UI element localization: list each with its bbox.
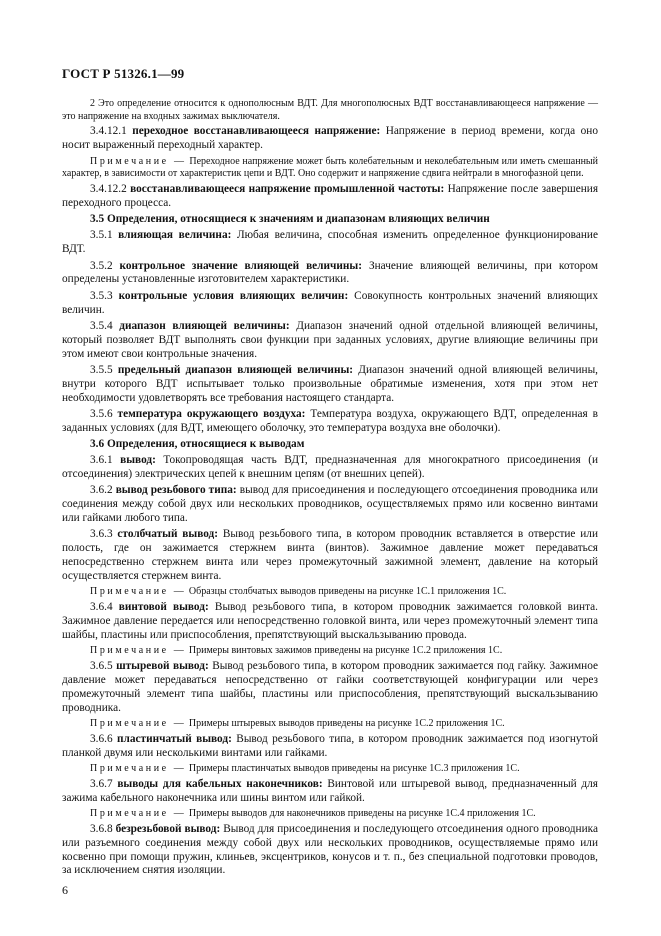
clause-number: 3.6.4 bbox=[90, 601, 113, 613]
clause-number: 3.6.2 bbox=[90, 484, 113, 497]
clause-number: 3.5.6 bbox=[90, 407, 113, 420]
note-text: Примеры выводов для наконечников приведены на рисунке 1С.4 приложения 1С. bbox=[188, 807, 536, 819]
term-name: штыревой вывод: bbox=[116, 659, 209, 672]
term-definition bbox=[62, 733, 598, 761]
note-label: Примечание — bbox=[90, 807, 187, 819]
term-definition bbox=[62, 660, 598, 716]
clause-number: 3.5.5 bbox=[90, 363, 113, 376]
term-name: пластинчатый вывод: bbox=[117, 732, 232, 745]
term-definition bbox=[62, 484, 598, 526]
primechanie-paragraph bbox=[62, 763, 598, 776]
page-number: 6 bbox=[62, 883, 68, 897]
clause-number: 3.5.2 bbox=[90, 259, 113, 272]
clause-number: 3.4.12.1 bbox=[90, 125, 127, 138]
term-text: Температура воздуха, окружающего ВДТ, определенная в заданных условиях (для ВДТ, имеющего оболочку, это температура воздуха вне оболочки). bbox=[62, 407, 598, 434]
section-heading: 3.6 Определения, относящиеся к выводам bbox=[90, 437, 305, 450]
clause-number: 3.6.3 bbox=[90, 528, 113, 541]
note-label: Примечание — bbox=[90, 717, 187, 729]
term-name: контрольные условия влияющих величин: bbox=[118, 289, 349, 302]
term-text: Значение влияющей величины, при котором определены установленные изготовителем характеристики. bbox=[62, 259, 598, 286]
clause-number: 3.5.3 bbox=[90, 289, 113, 302]
term-text: Напряжение в период времени, когда оно носит выраженный переходный характер. bbox=[62, 125, 598, 152]
document-body bbox=[62, 98, 598, 881]
term-name: переходное восстанавливающееся напряжение: bbox=[132, 125, 381, 138]
term-text: вывод для присоединения и последующего отсоединения проводника или соединения между собой двух или нескольких проводников, осуществляемых прямо или косвенно винтами или гайками любого типа. bbox=[62, 484, 599, 524]
primechanie-paragraph bbox=[62, 808, 598, 821]
term-text: Любая величина, способная изменить определенное функционирование ВДТ. bbox=[62, 229, 598, 256]
term-name: диапазон влияющей величины: bbox=[119, 319, 290, 332]
term-definition bbox=[62, 778, 598, 806]
term-text: Вывод резьбового типа, в котором проводник зажимается головкой винта. Зажимное давление передается или непосредственно головкой винта, или через промежуточный элемент типа шайбы, пластины или приспособления, препятствующий выскальзыванию провода. bbox=[62, 601, 599, 641]
term-name: безрезьбовой вывод: bbox=[115, 822, 221, 835]
term-name: вывод резьбового типа: bbox=[115, 484, 237, 497]
term-definition bbox=[62, 260, 598, 288]
term-definition bbox=[62, 823, 598, 879]
term-definition bbox=[62, 290, 598, 318]
clause-number: 3.6.8 bbox=[90, 822, 113, 835]
note-text: Образцы столбчатых выводов приведены на рисунке 1С.1 приложения 1С. bbox=[188, 586, 507, 598]
term-name: температура окружающего воздуха: bbox=[117, 407, 306, 420]
note-text: Переходное напряжение может быть колебательным и неколебательным или иметь смешанный характер, в зависимости от характеристик цепи и ВДТ. Оно содержит и напряжение сдвига нейтрали в многофазной цепи. bbox=[62, 155, 598, 180]
term-definition bbox=[62, 229, 598, 257]
note-text: Примеры винтовых зажимов приведены на рисунке 1С.2 приложения 1С. bbox=[188, 645, 503, 657]
clause-number: 3.6.1 bbox=[90, 454, 113, 467]
term-name: восстанавливающееся напряжение промышленной частоты: bbox=[130, 183, 445, 196]
primechanie-paragraph bbox=[62, 645, 598, 658]
term-text: Совокупность контрольных значений влияющих величин. bbox=[62, 289, 598, 316]
clause-number: 3.4.12.2 bbox=[90, 183, 127, 196]
term-name: предельный диапазон влияющей величины: bbox=[117, 363, 354, 376]
term-definition bbox=[62, 601, 598, 643]
term-name: столбчатый вывод: bbox=[117, 528, 219, 541]
note-paragraph: 2 Это определение относится к однополюсным ВДТ. Для многополюсных ВДТ восстанавливающееся напряжение — это напряжение на входных зажимах выключателя. bbox=[62, 98, 598, 122]
term-definition bbox=[62, 183, 598, 211]
primechanie-paragraph bbox=[62, 586, 598, 599]
term-definition bbox=[62, 364, 598, 406]
note-label: Примечание — bbox=[90, 586, 187, 598]
term-text: Вывод для присоединения и последующего отсоединения одного проводника или разъемного соединения между собой двух или нескольких проводников, осуществляемые прямо или косвенно при помощи пружин, клиньев, эксцентриков, конусов и т. п., без специальной подготовки проводов, за исключением снятия изоляции. bbox=[62, 822, 598, 877]
term-definition bbox=[62, 408, 598, 436]
term-text: Вывод резьбового типа, в котором проводник зажимается под изогнутой планкой двумя или несколькими винтами или гайками. bbox=[62, 732, 599, 759]
clause-number: 3.6.5 bbox=[90, 659, 113, 672]
term-definition bbox=[62, 125, 598, 153]
term-name: вывод: bbox=[120, 454, 156, 467]
term-text: Токопроводящая часть ВДТ, предназначенная для многократного присоединения (и отсоединения) электрических цепей к внешним цепям (от внешних цепей). bbox=[62, 454, 599, 480]
note-text: Примеры штыревых выводов приведены на рисунке 1С.2 приложения 1С. bbox=[188, 717, 505, 729]
term-definition bbox=[62, 528, 598, 584]
note-label: Примечание — bbox=[90, 762, 187, 774]
clause-number: 3.5.4 bbox=[90, 319, 113, 332]
term-name: влияющая величина: bbox=[118, 229, 232, 242]
term-definition bbox=[62, 320, 598, 362]
note-label: Примечание — bbox=[90, 645, 187, 657]
primechanie-paragraph bbox=[62, 718, 598, 731]
standard-code-header: ГОСТ Р 51326.1—99 bbox=[62, 66, 185, 81]
term-text: Вывод резьбового типа, в котором проводник зажимается под гайку. Зажимное давление может передаваться непосредственно от гайки соответствующей конфигурации или через промежуточный элемент типа шайбы, пластины или приспособления, препятствующий выскальзыванию проводника. bbox=[62, 659, 599, 714]
term-text: Напряжение после завершения переходного процесса. bbox=[62, 183, 599, 209]
note-text: Примеры пластинчатых выводов приведены на рисунке 1С.3 приложения 1С. bbox=[188, 762, 520, 774]
term-name: винтовой вывод: bbox=[118, 601, 209, 613]
term-text: Диапазон значений одной влияющей величины, внутри которого ВДТ испытывает только произвольные обратимые изменения, хотя при этом нет необходимости удовлетворять все требования настоящего стандарта. bbox=[62, 363, 598, 404]
term-text: Винтовой или штыревой вывод, предназначенный для зажима кабельного наконечника или шины винтом или гайкой. bbox=[62, 777, 598, 804]
section-heading: 3.5 Определения, относящиеся к значениям и диапазонам влияющих величин bbox=[90, 213, 490, 226]
clause-number: 3.5.1 bbox=[90, 229, 113, 242]
term-text: Диапазон значений одной отдельной влияющей величины, который позволяет ВДТ выполнять свои функции при заданных условиях, другие влияющие величины при этом имеют свои контрольные значения. bbox=[62, 319, 598, 360]
term-definition bbox=[62, 454, 598, 482]
term-name: выводы для кабельных наконечников: bbox=[117, 777, 323, 790]
term-name: контрольное значение влияющей величины: bbox=[119, 259, 363, 272]
term-text: Вывод резьбового типа, в котором проводник вставляется в отверстие или полость, где он зажимается стержнем винта (винтов). Зажимное давление может передаваться непосредственно стержнем винта или через промежуточный зажимной элемент, давление на который осуществляется стержнем винта. bbox=[62, 528, 598, 582]
primechanie-paragraph bbox=[62, 156, 598, 181]
clause-number: 3.6.7 bbox=[90, 777, 113, 790]
note-label: Примечание — bbox=[90, 155, 187, 167]
clause-number: 3.6.6 bbox=[90, 732, 113, 745]
